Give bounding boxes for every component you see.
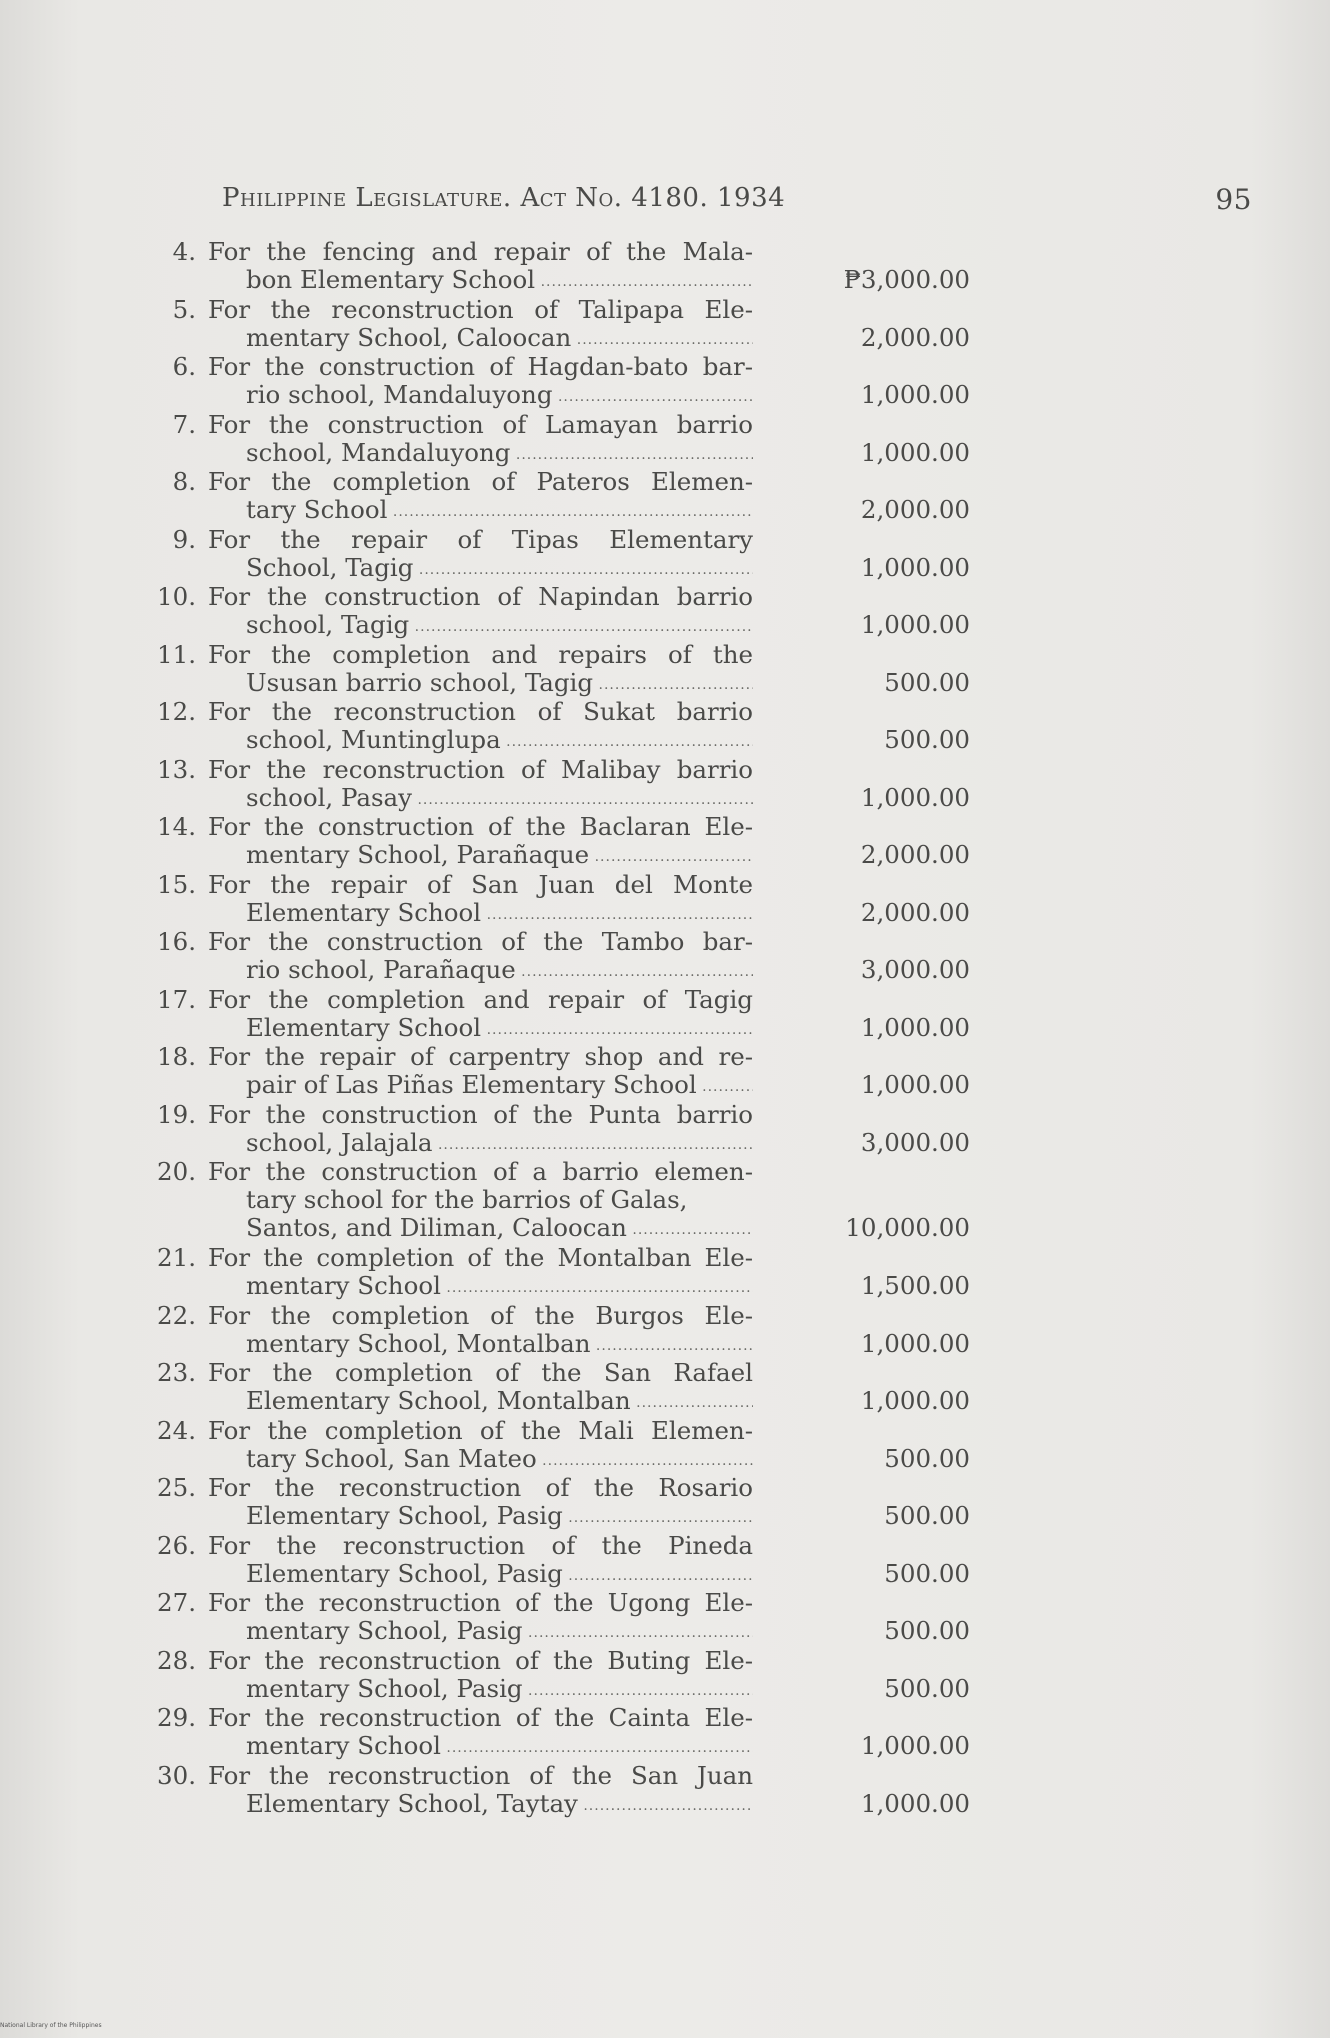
list-item bbox=[150, 1417, 980, 1475]
item-description-line: For the reconstruction of Sukat barrio bbox=[208, 698, 753, 726]
item-amount: 1,500.00 bbox=[860, 1271, 970, 1300]
item-amount: 3,000.00 bbox=[860, 1127, 970, 1157]
list-item bbox=[150, 1474, 980, 1532]
item-amount: ₱3,000.00 bbox=[843, 265, 970, 294]
list-item bbox=[150, 238, 980, 296]
item-number: 16. bbox=[157, 927, 196, 956]
item-amount: 1,000.00 bbox=[860, 1012, 970, 1042]
appropriation-list bbox=[150, 238, 980, 1819]
item-amount: 2,000.00 bbox=[860, 322, 970, 352]
item-description-line: Elementary School, Pasig ..... bbox=[246, 1502, 753, 1532]
list-item bbox=[150, 1101, 980, 1159]
item-description-line: For the construction of the Baclaran Ele- bbox=[208, 813, 753, 841]
item-number: 19. bbox=[157, 1099, 196, 1129]
item-description-line: mentary School, Caloocan ..... bbox=[246, 324, 753, 354]
list-item bbox=[150, 928, 980, 986]
scan-credit: National Library of the Philippines bbox=[0, 2022, 102, 2029]
item-number: 28. bbox=[157, 1645, 196, 1675]
item-description-line: For the fencing and repair of the Mala- bbox=[208, 238, 753, 266]
list-item bbox=[150, 1302, 980, 1360]
item-description-line: tary school for the barrios of Galas, bbox=[246, 1186, 688, 1214]
item-amount: 2,000.00 bbox=[860, 495, 970, 524]
item-number: 17. bbox=[157, 984, 196, 1014]
item-description-line: Elementary School, Montalban ..... bbox=[246, 1387, 753, 1417]
item-description-line: For the construction of a barrio elemen- bbox=[208, 1158, 753, 1186]
item-description-line: For the construction of the Tambo bar- bbox=[208, 928, 753, 956]
list-item bbox=[150, 1359, 980, 1417]
item-amount: 500.00 bbox=[884, 1673, 970, 1703]
item-description-line: school, Tagig ..... bbox=[246, 611, 753, 641]
list-item bbox=[150, 1158, 980, 1244]
item-amount: 1,000.00 bbox=[860, 437, 970, 467]
item-amount: 1,000.00 bbox=[860, 610, 970, 639]
item-description-line: For the completion of the Mali Elemen- bbox=[208, 1416, 753, 1445]
item-amount: 2,000.00 bbox=[860, 897, 970, 927]
list-item bbox=[150, 1043, 980, 1101]
item-description-line: Ususan barrio school, Tagig ..... bbox=[246, 669, 753, 699]
item-description-line: For the construction of Lamayan barrio bbox=[208, 410, 753, 439]
item-amount: 1,000.00 bbox=[860, 1328, 970, 1358]
item-amount: 1,000.00 bbox=[860, 1731, 970, 1760]
item-number: 7. bbox=[172, 409, 196, 439]
item-number: 23. bbox=[157, 1358, 196, 1387]
list-item bbox=[150, 756, 980, 814]
item-amount: 1,000.00 bbox=[860, 552, 970, 582]
item-description-line: For the reconstruction of the Buting Ele- bbox=[208, 1646, 753, 1675]
item-description-line: mentary School, Pasig ..... bbox=[246, 1675, 753, 1705]
list-item bbox=[150, 583, 980, 641]
item-number: 21. bbox=[157, 1243, 196, 1272]
item-number: 10. bbox=[157, 582, 196, 611]
item-description-line: For the completion of the Burgos Ele- bbox=[208, 1301, 753, 1330]
item-description-line: mentary School, Parañaque ..... bbox=[246, 841, 753, 871]
item-description-line: rio school, Mandaluyong ..... bbox=[246, 381, 753, 411]
item-description-line: tary School, San Mateo ..... bbox=[246, 1445, 753, 1475]
item-description-line: tary School ..... bbox=[246, 496, 753, 526]
item-amount: 1,000.00 bbox=[860, 1070, 970, 1099]
item-description-line: For the construction of Napindan barrio bbox=[208, 583, 753, 611]
item-number: 29. bbox=[157, 1703, 196, 1732]
item-description-line: school, Pasay ..... bbox=[246, 784, 753, 814]
list-item bbox=[150, 411, 980, 469]
item-description-line: school, Muntinglupa ..... bbox=[246, 726, 753, 756]
list-item bbox=[150, 641, 980, 699]
item-number: 18. bbox=[157, 1042, 196, 1071]
item-number: 14. bbox=[157, 812, 196, 841]
item-amount: 500.00 bbox=[884, 725, 970, 754]
item-amount: 1,000.00 bbox=[860, 1788, 970, 1818]
item-number: 20. bbox=[157, 1157, 196, 1186]
item-description-line: For the completion and repair of Tagig bbox=[208, 985, 753, 1014]
item-description-line: school, Jalajala ..... bbox=[246, 1129, 753, 1159]
item-description-line: For the repair of carpentry shop and re- bbox=[208, 1043, 753, 1071]
item-amount: 500.00 bbox=[884, 1443, 970, 1473]
list-item bbox=[150, 1244, 980, 1302]
list-item bbox=[150, 526, 980, 584]
item-amount: 500.00 bbox=[884, 1558, 970, 1588]
list-item bbox=[150, 986, 980, 1044]
list-item bbox=[150, 296, 980, 354]
item-description-line: rio school, Parañaque ..... bbox=[246, 956, 753, 986]
list-item bbox=[150, 1762, 980, 1820]
item-amount: 1,000.00 bbox=[860, 1386, 970, 1415]
list-item bbox=[150, 813, 980, 871]
item-description-line: For the completion of the Montalban Ele- bbox=[208, 1244, 753, 1272]
item-description-line: School, Tagig ..... bbox=[246, 554, 753, 584]
list-item bbox=[150, 353, 980, 411]
item-amount: 500.00 bbox=[884, 667, 970, 697]
item-number: 24. bbox=[157, 1415, 196, 1445]
item-amount: 500.00 bbox=[884, 1501, 970, 1530]
list-item bbox=[150, 1704, 980, 1762]
item-description-line: For the completion and repairs of the bbox=[208, 640, 753, 669]
page-header bbox=[222, 183, 1252, 223]
page-number: 95 bbox=[1215, 183, 1252, 216]
item-number: 6. bbox=[172, 352, 196, 381]
item-number: 9. bbox=[172, 524, 196, 554]
item-number: 30. bbox=[157, 1760, 196, 1790]
item-description-line: For the construction of the Punta barrio bbox=[208, 1100, 753, 1129]
item-description-line: For the completion of the San Rafael bbox=[208, 1359, 753, 1387]
item-number: 4. bbox=[172, 237, 196, 266]
item-amount: 2,000.00 bbox=[860, 840, 970, 869]
item-description-line: For the reconstruction of the Cainta Ele- bbox=[208, 1704, 753, 1732]
item-amount: 1,000.00 bbox=[860, 380, 970, 409]
item-description-line: For the reconstruction of Malibay barrio bbox=[208, 755, 753, 784]
item-number: 26. bbox=[157, 1530, 196, 1560]
item-description-line: Elementary School ..... bbox=[246, 899, 753, 929]
list-item bbox=[150, 698, 980, 756]
item-description-line: mentary School ..... bbox=[246, 1272, 753, 1302]
running-head: Philippine Legislature. Act No. 4180. 1934 bbox=[222, 183, 786, 213]
item-description-line: school, Mandaluyong ..... bbox=[246, 439, 753, 469]
item-amount: 10,000.00 bbox=[845, 1213, 970, 1242]
item-description-line: For the construction of Hagdan-bato bar- bbox=[208, 353, 753, 381]
item-number: 22. bbox=[157, 1300, 196, 1330]
item-description-line: bon Elementary School ..... bbox=[246, 266, 753, 296]
item-description-line: For the reconstruction of the Rosario bbox=[208, 1474, 753, 1502]
list-item bbox=[150, 1589, 980, 1647]
list-item bbox=[150, 468, 980, 526]
item-description-line: mentary School, Montalban ..... bbox=[246, 1330, 753, 1360]
item-amount: 500.00 bbox=[884, 1616, 970, 1645]
item-number: 12. bbox=[157, 697, 196, 726]
item-description-line: Elementary School, Taytay ..... bbox=[246, 1790, 753, 1820]
item-description-line: For the completion of Pateros Elemen- bbox=[208, 468, 753, 496]
item-amount: 1,000.00 bbox=[860, 782, 970, 812]
item-description-line: Elementary School, Pasig ..... bbox=[246, 1560, 753, 1590]
item-number: 5. bbox=[172, 294, 196, 324]
item-description-line: For the repair of San Juan del Monte bbox=[208, 870, 753, 899]
item-description-line: mentary School ..... bbox=[246, 1732, 753, 1762]
item-description-line: For the repair of Tipas Elementary bbox=[208, 525, 753, 554]
item-description-line: mentary School, Pasig ..... bbox=[246, 1617, 753, 1647]
item-description-line: Elementary School ..... bbox=[246, 1014, 753, 1044]
item-number: 15. bbox=[157, 869, 196, 899]
item-number: 25. bbox=[157, 1473, 196, 1502]
item-number: 8. bbox=[172, 467, 196, 496]
item-amount: 3,000.00 bbox=[860, 955, 970, 984]
list-item bbox=[150, 1647, 980, 1705]
item-description-line: For the reconstruction of the Pineda bbox=[208, 1531, 753, 1560]
item-description-line: For the reconstruction of Talipapa Ele- bbox=[208, 295, 753, 324]
list-item bbox=[150, 1532, 980, 1590]
item-description-line: pair of Las Piñas Elementary School ..... bbox=[246, 1071, 753, 1101]
item-description-line: For the reconstruction of the San Juan bbox=[208, 1761, 753, 1790]
item-description-line: Santos, and Diliman, Caloocan ..... bbox=[246, 1214, 753, 1244]
item-number: 27. bbox=[157, 1588, 196, 1617]
item-number: 11. bbox=[157, 639, 196, 669]
list-item bbox=[150, 871, 980, 929]
item-description-line: For the reconstruction of the Ugong Ele- bbox=[208, 1589, 753, 1617]
item-number: 13. bbox=[157, 754, 196, 784]
